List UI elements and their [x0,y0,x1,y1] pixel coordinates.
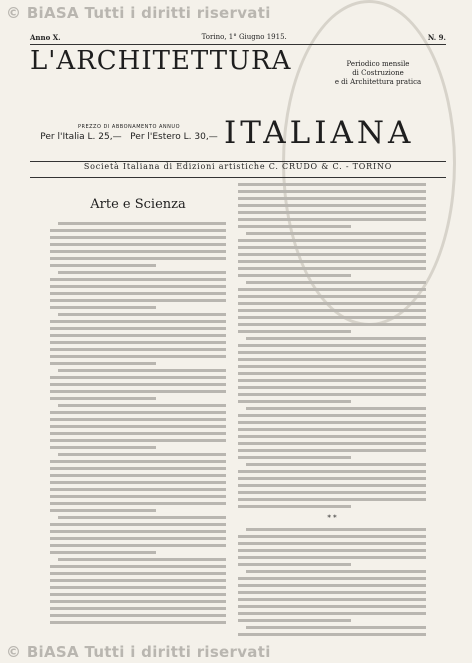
watermark-top: © BiASA Tutti i diritti riservati [6,4,271,22]
article-title: Arte e Scienza [90,197,186,212]
column-right [238,183,426,639]
watermark-bottom: © BiASA Tutti i diritti riservati [6,643,271,661]
luogo-data: Torino, 1° Giugno 1915. [201,33,287,41]
publisher-line: Società Italiana di Edizioni artistiche C. CRUDO & C. - TORINO [83,162,393,171]
periodico-block [308,60,448,87]
periodico-2: di Costruzione [352,69,404,77]
periodico-3: e di Architettura pratica [334,78,422,86]
periodico-1: Periodico mensile [346,60,410,68]
prezzo-estero: Per l'Estero L. 30,— [130,132,218,142]
issue-line [30,31,446,43]
prezzo-values [30,132,228,142]
prezzo-block [30,124,228,142]
prezzo-heading: PREZZO DI ABBONAMENTO ANNUO [77,124,180,130]
section-mark: * * [327,514,337,522]
anno: Anno X. [30,32,61,42]
prezzo-italia: Per l'Italia L. 25,— [40,132,122,142]
masthead-line1: L'ARCHITETTURA [30,46,292,76]
rule-top [30,44,446,45]
numero: N. 9. [427,32,446,42]
rule-bottom [30,177,446,178]
column-left [50,183,226,639]
masthead-line2: ITALIANA [224,115,415,151]
